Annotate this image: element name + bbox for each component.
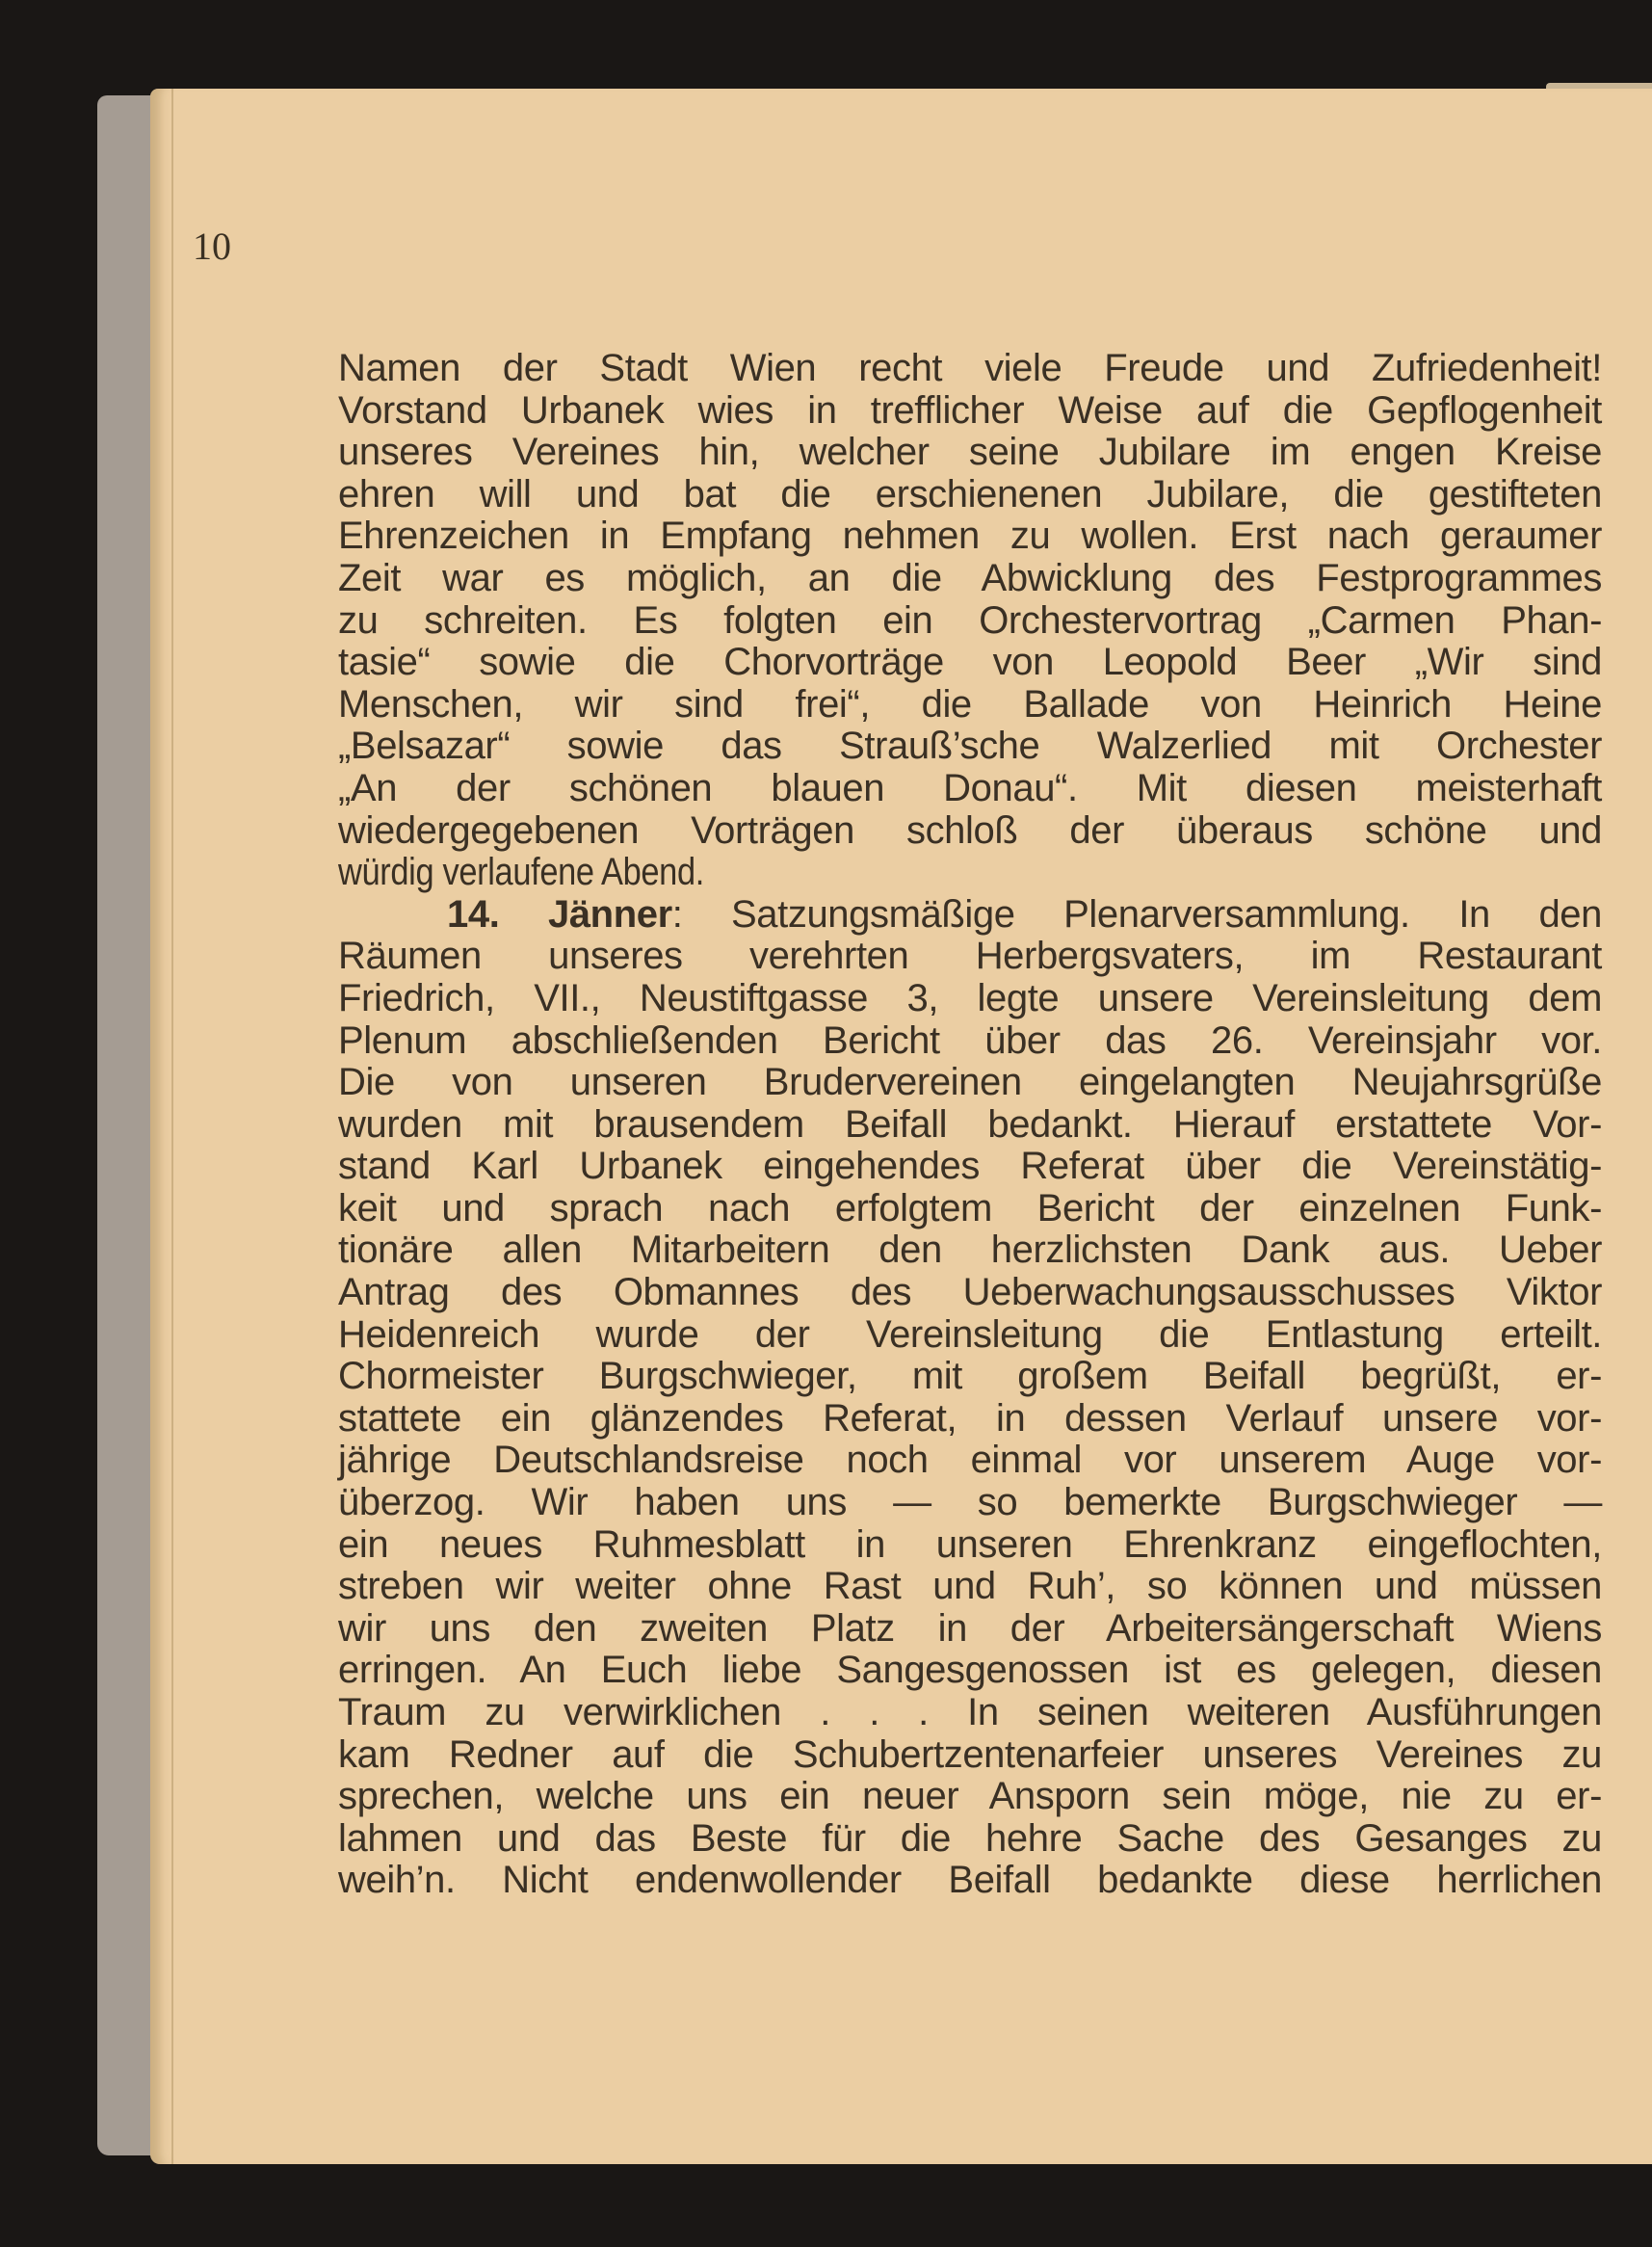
text-line: keit und sprach nach erfolgtem Bericht der einzelnen Funk- — [338, 1186, 1602, 1229]
text-line: kam Redner auf die Schubertzentenarfeier unseres Vereines zu — [338, 1732, 1602, 1776]
text-line: jährige Deutschlandsreise noch einmal vor unserem Auge vor- — [338, 1439, 1602, 1482]
text-line: wurden mit brausendem Beifall bedankt. Hierauf erstattete Vor- — [338, 1102, 1602, 1146]
page-body-text — [338, 348, 1602, 1902]
text-line: Chormeister Burgschwieger, mit großem Beifall begrüßt, er- — [338, 1355, 1602, 1398]
text-line: ein neues Ruhmesblatt in unseren Ehrenkranz eingeflochten, — [338, 1522, 1602, 1566]
text-line: Heidenreich wurde der Vereinsleitung die Entlastung erteilt. — [338, 1312, 1602, 1356]
paragraph-first-line-text: : Satzungsmäßige Plenarversammlung. In den — [671, 892, 1602, 936]
text-line: weih’n. Nicht endenwollender Beifall bedankte diese herrlichen — [338, 1859, 1602, 1902]
text-line: Friedrich, VII., Neustiftgasse 3, legte unsere Vereinsleitung dem — [338, 976, 1602, 1019]
text-line: zu schreiten. Es folgten ein Orchestervortrag „Carmen Phan- — [338, 598, 1602, 642]
text-line: streben wir weiter ohne Rast und Ruh’, so können und müssen — [338, 1565, 1602, 1608]
page-binding-edge — [150, 89, 173, 2164]
text-line: wir uns den zweiten Platz in der Arbeitersängerschaft Wiens — [338, 1606, 1602, 1650]
text-line: erringen. An Euch liebe Sangesgenossen ist es gelegen, diesen — [338, 1649, 1602, 1692]
text-line: ehren will und bat die erschienenen Jubilare, die gestifteten — [338, 472, 1602, 515]
text-line: lahmen und das Beste für die hehre Sache des Gesanges zu — [338, 1816, 1602, 1860]
text-line: Ehrenzeichen in Empfang nehmen zu wollen. Erst nach geraumer — [338, 515, 1602, 558]
text-line: Namen der Stadt Wien recht viele Freude und Zufriedenheit! — [338, 347, 1602, 389]
text-line: Zeit war es möglich, an die Abwicklung des Festprogrammes — [338, 556, 1602, 599]
text-line: wiedergegebenen Vorträgen schloß der überaus schöne und — [338, 808, 1602, 852]
text-line: „An der schönen blauen Donau“. Mit diesen meisterhaft — [338, 766, 1602, 809]
text-line: Traum zu verwirklichen . . . In seinen weiteren Ausführungen — [338, 1691, 1602, 1733]
text-line: stattete ein glänzendes Referat, in dessen Verlauf unsere vor- — [338, 1396, 1602, 1440]
text-line: unseres Vereines hin, welcher seine Jubilare im engen Kreise — [338, 431, 1602, 474]
text-line: sprechen, welche uns ein neuer Ansporn sein möge, nie zu er- — [338, 1775, 1602, 1818]
paragraph-first-line — [338, 894, 1602, 937]
text-line: tasie“ sowie die Chorvorträge von Leopold Beer „Wir sind — [338, 641, 1602, 684]
text-line: Antrag des Obmannes des Ueberwachungsausschusses Viktor — [338, 1271, 1602, 1314]
date-label: 14. Jänner — [447, 892, 672, 936]
text-line: überzog. Wir haben uns — so bemerkte Burgschwieger — — [338, 1481, 1602, 1524]
text-line: Vorstand Urbanek wies in trefflicher Weise auf die Gepflogenheit — [338, 388, 1602, 432]
text-line: tionäre allen Mitarbeitern den herzlichsten Dank aus. Ueber — [338, 1229, 1602, 1272]
text-line: Plenum abschließenden Bericht über das 26. Vereinsjahr vor. — [338, 1018, 1602, 1062]
text-line: Räumen unseres verehrten Herbergsvaters, im Restaurant — [338, 935, 1602, 978]
text-line: Menschen, wir sind frei“, die Ballade von Heinrich Heine — [338, 682, 1602, 726]
text-line: stand Karl Urbanek eingehendes Referat über die Vereinstätig- — [338, 1145, 1602, 1188]
text-line: „Belsazar“ sowie das Strauß’sche Walzerlied mit Orchester — [338, 725, 1602, 768]
text-line: würdig verlaufene Abend. — [338, 851, 704, 894]
page-number: 10 — [193, 225, 231, 268]
text-line: Die von unseren Brudervereinen eingelangten Neujahrsgrüße — [338, 1061, 1602, 1104]
